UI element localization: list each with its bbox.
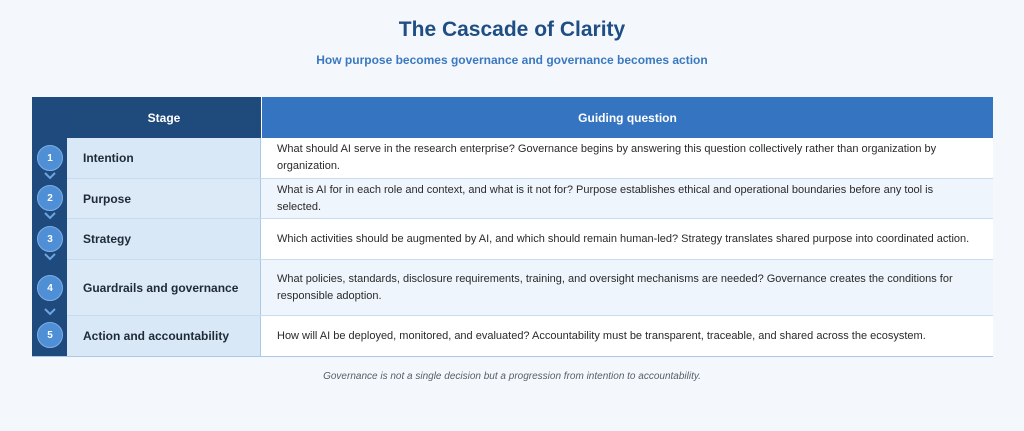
stage-cell: Intention [67, 138, 261, 178]
table-row [67, 138, 993, 179]
table-row [67, 219, 993, 260]
question-cell: What policies, standards, disclosure requirements, training, and oversight mechanisms are needed? Governance creates the conditions for responsible adoption. [261, 260, 993, 315]
step-number-badge: 2 [37, 185, 63, 211]
stage-cell: Strategy [67, 219, 261, 259]
stage-cell: Action and accountability [67, 316, 261, 356]
step-number-badge: 4 [37, 275, 63, 301]
footnote: Governance is not a single decision but a progression from intention to accountability. [323, 371, 701, 382]
table-row [67, 260, 993, 316]
question-cell: What is AI for in each role and context, and what is it not for? Purpose establishes ethical and operational boundaries before any tool is selected. [261, 179, 993, 218]
step-number-badge: 3 [37, 226, 63, 252]
step-number-badge: 5 [37, 322, 63, 348]
question-cell: How will AI be deployed, monitored, and evaluated? Accountability must be transparent, traceable, and shared across the ecosystem. [261, 316, 993, 356]
page-title: The Cascade of Clarity [398, 18, 626, 41]
header-stage: Stage [67, 97, 261, 138]
chevron-down-icon [44, 308, 56, 316]
chevron-down-icon [44, 253, 56, 261]
table-row [67, 179, 993, 219]
cascade-table [32, 97, 993, 357]
page-subtitle: How purpose becomes governance and governance becomes action [316, 53, 708, 67]
chevron-down-icon [44, 212, 56, 220]
question-cell: What should AI serve in the research enterprise? Governance begins by answering this question collectively rather than organization by organization. [261, 138, 993, 178]
header-guiding-question: Guiding question [261, 97, 993, 138]
chevron-down-icon [44, 172, 56, 180]
stage-cell: Purpose [67, 179, 261, 218]
question-cell: Which activities should be augmented by AI, and which should remain human-led? Strategy translates shared purpose into coordinated action. [261, 219, 993, 259]
step-number-badge: 1 [37, 145, 63, 171]
table-row [67, 316, 993, 356]
stage-cell: Guardrails and governance [67, 260, 261, 315]
